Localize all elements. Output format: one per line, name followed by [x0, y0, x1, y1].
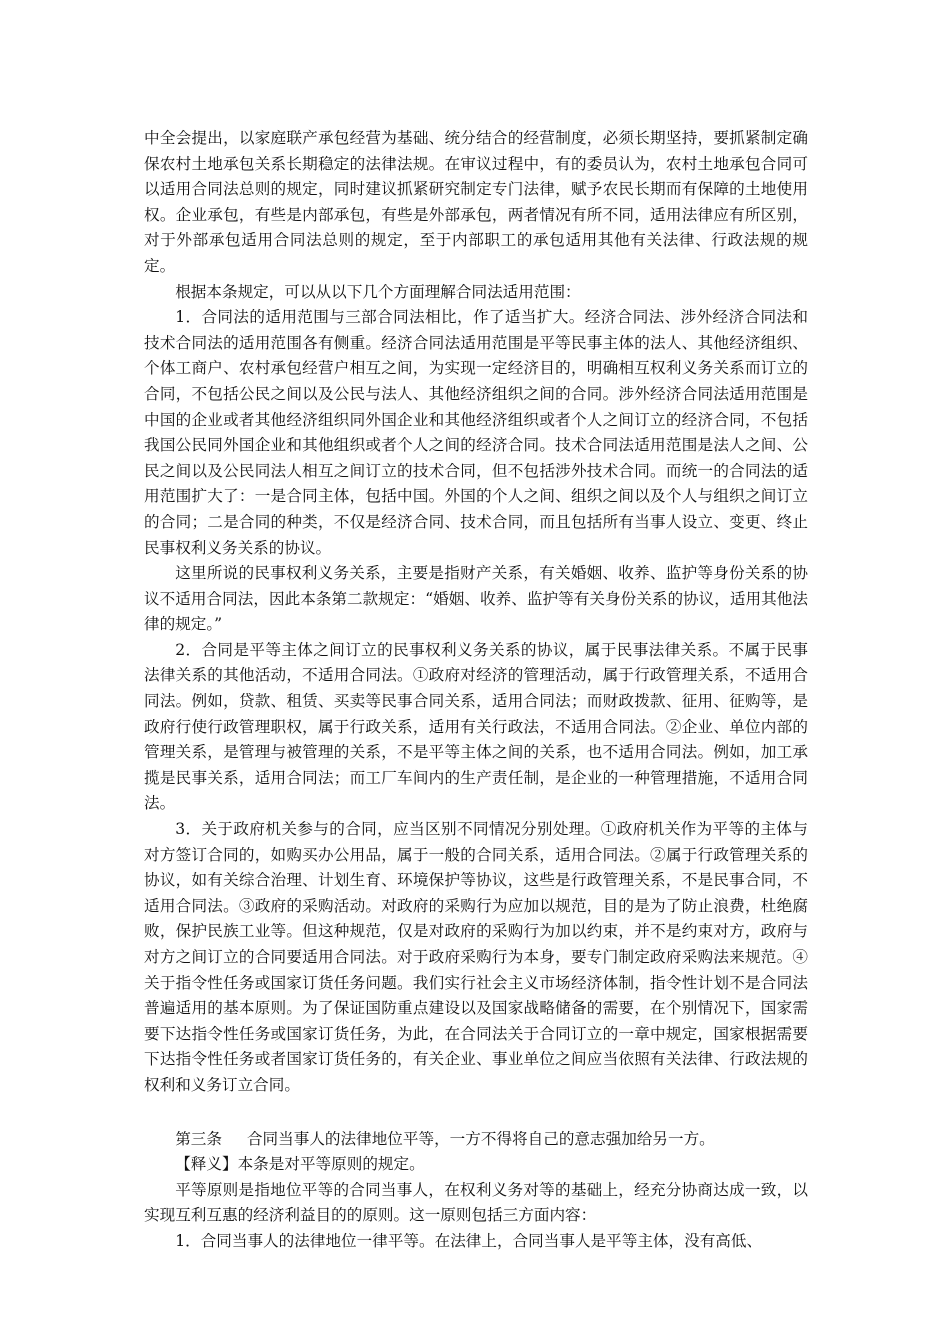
paragraph-continuation: 中全会提出，以家庭联产承包经营为基础、统分结合的经营制度，必须长期坚持，要抓紧制定确保农村土地承包关系长期稳定的法律法规。在审议过程中，有的委员认为，农村土地承包合同可以适用合同法总则的规定，同时建议抓紧研究制定专门法律，赋予农民长期而有保障的土地使用权。企业承包，有些是内部承包，有些是外部承包，两者情况有所不同，适用法律应有所区别，对于外部承包适用合同法总则的规定，至于内部职工的承包适用其他有关法律、行政法规的规定。 [144, 129, 808, 275]
paragraph-scope-intro: 根据本条规定，可以从以下几个方面理解合同法适用范围： [175, 282, 581, 301]
section-gap [144, 1099, 808, 1127]
article-number: 第三条 [175, 1129, 222, 1148]
article-title: 合同当事人的法律地位平等，一方不得将自己的意志强加给另一方。 [246, 1129, 715, 1148]
article-heading [144, 1127, 808, 1153]
document-page [144, 126, 808, 1255]
paragraph-point-3: 3．关于政府机关参与的合同，应当区别不同情况分别处理。①政府机关作为平等的主体与对方签订合同的，如购买办公用品，属于一般的合同关系，适用合同法。②属于行政管理关系的协议，如有关综合治理、计划生育、环境保护等协议，这些是行政管理关系，不是民事合同，不适用合同法。③政府的采购活动。对政府的采购行为应加以规范，目的是为了防止浪费，杜绝腐败，保护民族工业等。但这种规范，仅是对政府的采购行为加以约束，并不是约束对方，政府与对方之间订立的合同要适用合同法。对于政府采购行为本身，要专门制定政府采购法来规范。④关于指令性任务或国家订货任务问题。我们实行社会主义市场经济体制，指令性计划不是合同法普遍适用的基本原则。为了保证国防重点建设以及国家战略储备的需要，在个别情况下，国家需要下达指令性任务或国家订货任务，为此，在合同法关于合同订立的一章中规定，国家根据需要下达指令性任务或者国家订货任务的，有关企业、事业单位之间应当依照有关法律、行政法规的权利和义务订立合同。 [144, 820, 808, 1094]
paragraph-point-2: 2．合同是平等主体之间订立的民事权利义务关系的协议，属于民事法律关系。不属于民事法律关系的其他活动，不适用合同法。①政府对经济的管理活动，属于行政管理关系，不适用合同法。例如，贷款、租赁、买卖等民事合同关系，适用合同法；而财政拨款、征用、征购等，是政府行使行政管理职权，属于行政关系，适用有关行政法，不适用合同法。②企业、单位内部的管理关系，是管理与被管理的关系，不是平等主体之间的关系，也不适用合同法。例如，加工承揽是民事关系，适用合同法；而工厂车间内的生产责任制，是企业的一种管理措施，不适用合同法。 [144, 640, 808, 813]
paragraph-civil-rights: 这里所说的民事权利义务关系，主要是指财产关系，有关婚姻、收养、监护等身份关系的协议不适用合同法，因此本条第二款规定：“婚姻、收养、监护等有关身份关系的协议，适用其他法律的规定。” [144, 564, 808, 634]
paragraph-interpretation: 【释义】本条是对平等原则的规定。 [175, 1155, 425, 1174]
paragraph-equality-point-1: 1．合同当事人的法律地位一律平等。在法律上，合同当事人是平等主体，没有高低、 [175, 1231, 763, 1250]
paragraph-point-1: 1．合同法的适用范围与三部合同法相比，作了适当扩大。经济合同法、涉外经济合同法和技术合同法的适用范围各有侧重。经济合同法适用范围是平等民事主体的法人、其他经济组织、个体工商户、农村承包经营户相互之间，为实现一定经济目的，明确相互权利义务关系而订立的合同，不包括公民之间以及公民与法人、其他经济组织之间的合同。涉外经济合同法适用范围是中国的企业或者其他经济组织同外国企业和其他经济组织或者个人之间订立的经济合同，不包括我国公民同外国企业和其他组织或者个人之间的经济合同。技术合同法适用范围是法人之间、公民之间以及公民同法人相互之间订立的技术合同，但不包括涉外技术合同。而统一的合同法的适用范围扩大了：一是合同主体，包括中国。外国的个人之间、组织之间以及个人与组织之间订立的合同；二是合同的种类，不仅是经济合同、技术合同，而且包括所有当事人设立、变更、终止民事权利义务关系的协议。 [144, 308, 808, 557]
paragraph-equality-principle: 平等原则是指地位平等的合同当事人，在权利义务对等的基础上，经充分协商达成一致，以实现互利互惠的经济利益目的的原则。这一原则包括三方面内容： [144, 1180, 808, 1225]
